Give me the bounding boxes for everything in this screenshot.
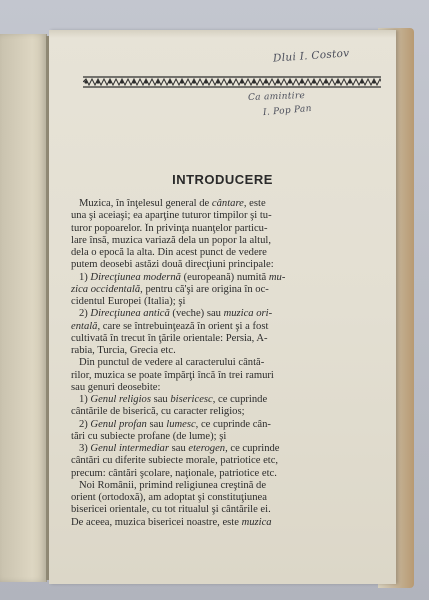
text-run: Din punctul de vedere al caracterului cântă- bbox=[71, 357, 265, 369]
ornament-dot bbox=[301, 81, 303, 83]
text-line bbox=[71, 198, 367, 210]
italic-term: muzica bbox=[241, 516, 272, 528]
handwritten-dedication-name: Dlui I. Costov bbox=[272, 47, 350, 65]
italic-term: Direcţiunea antică bbox=[90, 308, 170, 320]
italic-term: Genul religios bbox=[90, 394, 151, 405]
text-run: sau bbox=[146, 418, 167, 430]
text-run: tări cu subiecte profane (de lume); şi bbox=[71, 430, 227, 442]
text-run: cântările de biserică, cu caracter religios; bbox=[71, 406, 245, 418]
ornament-zigzag bbox=[83, 79, 381, 85]
ornament-dot bbox=[313, 81, 315, 83]
ornament-dot bbox=[349, 81, 351, 83]
text-run: una şi aceiaşi; ea aparţine tuturor timpilor şi tu- bbox=[71, 210, 272, 222]
text-line bbox=[71, 455, 367, 467]
text-run: , ce cuprinde cân- bbox=[195, 418, 271, 430]
text-line bbox=[71, 259, 367, 271]
text-run: precum: cântări şcolare, naţionale, patriotice etc. bbox=[71, 467, 277, 479]
text-run: cântări cu diferite subiecte morale, patriotice etc, bbox=[71, 455, 279, 467]
left-page bbox=[0, 34, 47, 582]
text-line bbox=[71, 333, 367, 345]
ornament-dot bbox=[217, 81, 219, 83]
ornament-dot bbox=[277, 81, 279, 83]
text-line bbox=[71, 394, 367, 406]
text-run: , ce cuprinde bbox=[212, 394, 268, 405]
text-run: cidentul Europei (Italia); şi bbox=[71, 296, 186, 307]
ornament-dot bbox=[157, 81, 159, 83]
text-line bbox=[71, 357, 367, 369]
ornament-dot bbox=[253, 81, 255, 83]
ornament-dot bbox=[193, 81, 195, 83]
ornament-dot bbox=[373, 81, 375, 83]
text-run: , este bbox=[243, 198, 266, 209]
text-run: sau bbox=[150, 394, 171, 405]
ornament-dot bbox=[325, 81, 327, 83]
italic-term: eterogen bbox=[188, 443, 226, 454]
italic-term: zica occidentală bbox=[71, 283, 141, 295]
text-run: (europeană) numită bbox=[180, 271, 269, 283]
text-line bbox=[71, 284, 367, 296]
text-line bbox=[71, 247, 367, 259]
text-line bbox=[71, 223, 367, 235]
ornament-dot bbox=[337, 81, 339, 83]
text-run: 1) bbox=[71, 394, 91, 405]
text-run: orient (ortodoxă), am adoptat şi constituţiunea bbox=[71, 492, 267, 503]
text-line bbox=[71, 210, 367, 222]
text-line bbox=[71, 296, 367, 308]
text-run: Muzica, în înţelesul general de bbox=[71, 198, 212, 209]
italic-term: bisericesc bbox=[170, 394, 213, 405]
ornament-dot bbox=[85, 81, 87, 83]
handwritten-signature: I. Pop Pan bbox=[262, 103, 313, 119]
text-run: De aceea, muzica bisericei noastre, este bbox=[71, 516, 242, 528]
italic-term: mu- bbox=[268, 271, 286, 283]
ornament-dot bbox=[121, 81, 123, 83]
text-run: bisericei orientale, cu tot ritualul şi cântările ei. bbox=[71, 504, 271, 516]
text-line bbox=[71, 382, 367, 394]
ornament-dot bbox=[181, 81, 183, 83]
text-run: rilor, muzica se poate împărţi încă în trei ramuri bbox=[71, 369, 274, 381]
italic-term: cântare bbox=[211, 198, 244, 209]
document-page bbox=[49, 30, 396, 584]
chapter-title: INTRODUCERE bbox=[172, 172, 273, 187]
italic-term: muzica ori- bbox=[223, 308, 273, 320]
text-line bbox=[71, 308, 367, 320]
ornament-dot bbox=[265, 81, 267, 83]
italic-term: entală bbox=[71, 320, 98, 332]
text-run: turor popoarelor. În privinţa nuanţelor particu- bbox=[71, 222, 268, 234]
decorative-border-ornament bbox=[83, 75, 381, 89]
body-text bbox=[71, 198, 367, 529]
text-line bbox=[71, 517, 367, 529]
italic-term: Direcţiunea modernă bbox=[90, 271, 181, 283]
handwritten-dedication-line: Ca amintire bbox=[247, 91, 306, 103]
italic-term: Genul intermediar bbox=[90, 443, 169, 454]
text-line bbox=[71, 406, 367, 418]
text-line bbox=[71, 468, 367, 480]
text-line bbox=[71, 272, 367, 284]
ornament-dot bbox=[133, 81, 135, 83]
text-run: (veche) sau bbox=[169, 308, 224, 320]
ornament-dot bbox=[97, 81, 99, 83]
text-run: putem deosebi astăzi două direcţiuni principale: bbox=[71, 259, 274, 271]
text-line bbox=[71, 443, 367, 455]
text-run: 2) bbox=[71, 308, 91, 320]
ornament-dot bbox=[205, 81, 207, 83]
text-line bbox=[71, 431, 367, 443]
page-top-shadow bbox=[49, 30, 396, 38]
text-run: , pentru că'şi are origina în oc- bbox=[140, 283, 269, 295]
text-line bbox=[71, 321, 367, 333]
ornament-dot bbox=[289, 81, 291, 83]
text-run: cultivată în trecut în ţările orientale: Persia, A- bbox=[71, 332, 268, 344]
ornament-dot bbox=[109, 81, 111, 83]
text-run: 1) bbox=[71, 271, 91, 283]
text-run: 3) bbox=[71, 443, 91, 454]
italic-term: lumesc bbox=[166, 418, 196, 430]
text-line bbox=[71, 419, 367, 431]
ornament-dot bbox=[241, 81, 243, 83]
italic-term: Genul profan bbox=[90, 418, 147, 430]
text-run: Noi Românii, primind religiunea creştină de bbox=[71, 479, 267, 491]
text-run: dela o epocă la alta. Din acest punct de vedere bbox=[71, 247, 267, 258]
text-run: sau genuri deosebite: bbox=[71, 381, 161, 393]
text-line bbox=[71, 480, 367, 492]
text-run: , ce cuprinde bbox=[225, 443, 280, 454]
text-line bbox=[71, 492, 367, 504]
text-run: sau bbox=[168, 443, 189, 454]
text-run: 2) bbox=[71, 418, 91, 430]
ornament-dot bbox=[361, 81, 363, 83]
ornament-dot bbox=[145, 81, 147, 83]
text-line bbox=[71, 345, 367, 357]
text-run: , care se întrebuinţează în orient şi a fost bbox=[97, 320, 269, 332]
ornament-dot bbox=[169, 81, 171, 83]
ornament-dot bbox=[229, 81, 231, 83]
text-line bbox=[71, 504, 367, 516]
text-line bbox=[71, 235, 367, 247]
text-line bbox=[71, 370, 367, 382]
text-run: lare însă, muzica variază dela un popor la altul, bbox=[71, 234, 272, 246]
text-run: rabia, Turcia, Grecia etc. bbox=[71, 345, 176, 356]
